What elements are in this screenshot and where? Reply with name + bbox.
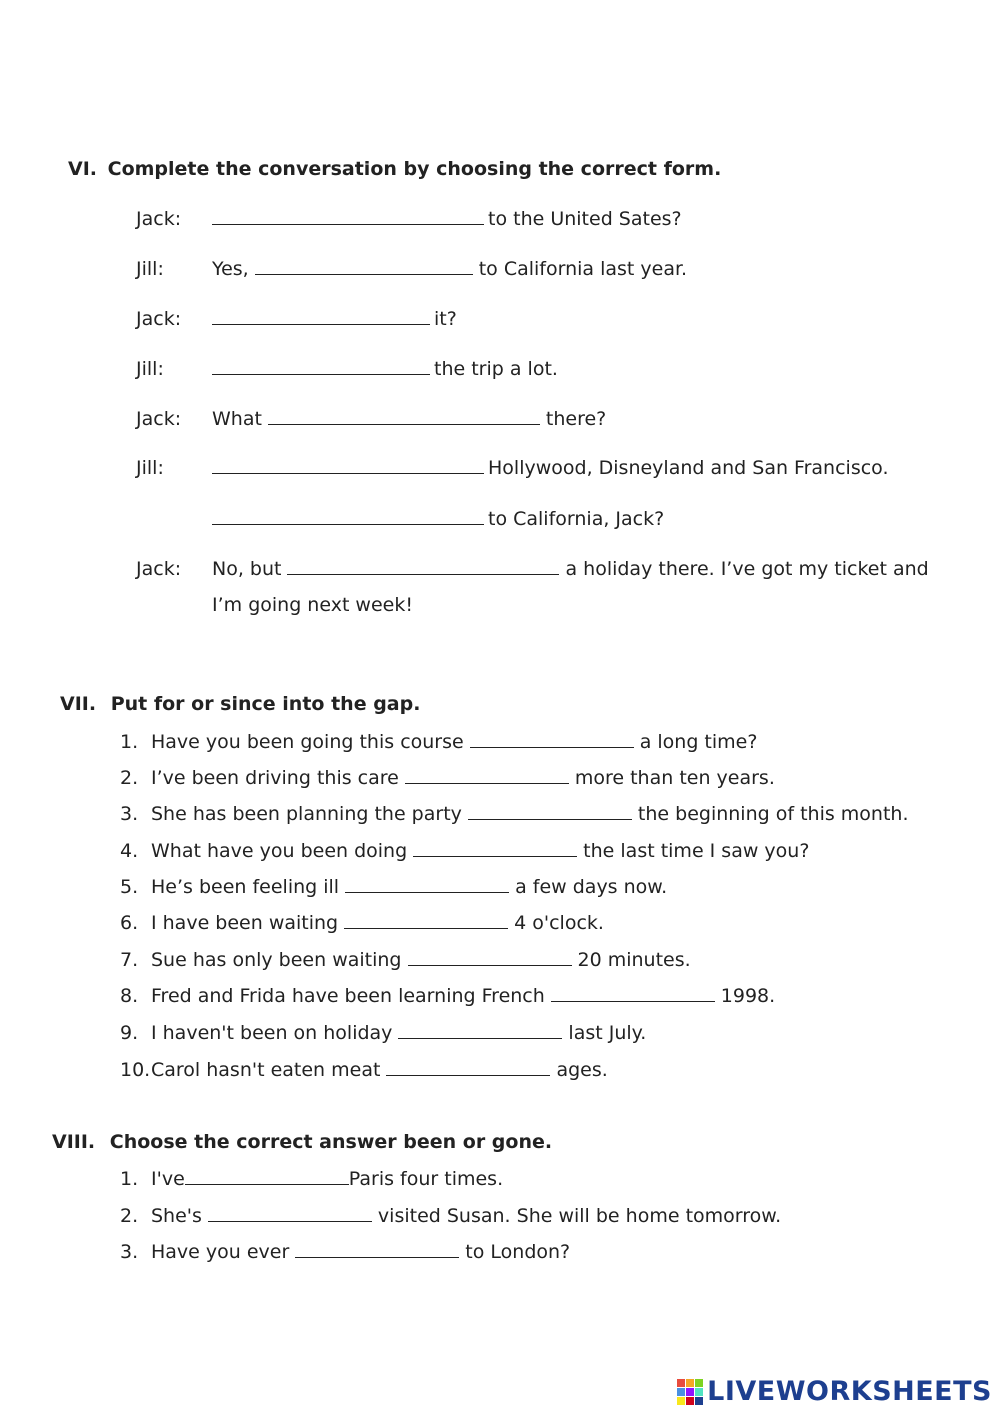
item-text: I haven't been on holiday	[151, 1022, 393, 1044]
item-number: 5.	[120, 876, 139, 898]
item-number: 3.	[120, 803, 139, 825]
section-7-heading	[60, 693, 420, 715]
item-text: Have you ever	[151, 1241, 290, 1263]
line-text: Yes,	[212, 258, 249, 280]
speaker-label: Jill:	[136, 358, 164, 380]
conversation-line	[212, 457, 889, 479]
item-number: 4.	[120, 840, 139, 862]
answer-blank[interactable]	[405, 767, 569, 784]
item-text: I have been waiting	[151, 912, 339, 934]
list-item	[151, 731, 757, 753]
item-number: 3.	[120, 1241, 139, 1263]
item-text: Have you been going this course	[151, 731, 464, 753]
item-text: 20 minutes.	[577, 949, 691, 971]
answer-blank[interactable]	[212, 208, 484, 225]
list-item	[151, 1022, 646, 1044]
conversation-line	[212, 258, 687, 280]
item-text: He’s been feeling ill	[151, 876, 340, 898]
answer-blank[interactable]	[212, 457, 484, 474]
item-number: 8.	[120, 985, 139, 1007]
line-text: to the United Sates?	[488, 208, 682, 230]
liveworksheets-logo[interactable]	[677, 1376, 992, 1407]
section-8-number: VIII.	[52, 1131, 96, 1153]
conversation-line	[212, 408, 606, 430]
answer-blank[interactable]	[344, 912, 508, 929]
line-text: a holiday there. I’ve got my ticket and	[565, 558, 929, 580]
list-item	[151, 1241, 570, 1263]
list-item	[151, 767, 775, 789]
answer-blank[interactable]	[468, 803, 632, 820]
answer-blank[interactable]	[345, 876, 509, 893]
item-text: What have you been doing	[151, 840, 408, 862]
line-text: there?	[545, 408, 607, 430]
line-text: it?	[434, 308, 457, 330]
list-item	[151, 803, 909, 825]
section-8-heading	[52, 1131, 552, 1153]
item-text: Sue has only been waiting	[151, 949, 402, 971]
answer-blank[interactable]	[208, 1205, 372, 1222]
item-text: more than ten years.	[574, 767, 775, 789]
item-number: 10.	[120, 1059, 151, 1081]
item-text: ages.	[556, 1059, 608, 1081]
item-number: 2.	[120, 767, 139, 789]
section-6-number: VI.	[68, 158, 97, 180]
section-6-heading	[68, 158, 721, 180]
conversation-line	[212, 358, 558, 380]
line-text: What	[212, 408, 262, 430]
item-text: last July.	[568, 1022, 647, 1044]
item-text: 4 o'clock.	[514, 912, 604, 934]
answer-blank[interactable]	[185, 1168, 349, 1185]
line-text: Hollywood, Disneyland and San Francisco.	[488, 457, 889, 479]
section-7-number: VII.	[60, 693, 97, 715]
answer-blank[interactable]	[413, 840, 577, 857]
answer-blank[interactable]	[551, 985, 715, 1002]
answer-blank[interactable]	[287, 558, 559, 575]
speaker-label: Jack:	[136, 408, 182, 430]
item-text: a long time?	[639, 731, 758, 753]
speaker-label: Jill:	[136, 258, 164, 280]
answer-blank[interactable]	[295, 1241, 459, 1258]
list-item	[151, 1205, 781, 1227]
list-item	[151, 912, 604, 934]
item-number: 9.	[120, 1022, 139, 1044]
item-number: 6.	[120, 912, 139, 934]
item-text: Fred and Frida have been learning French	[151, 985, 545, 1007]
section-7-title: Put for or since into the gap.	[110, 693, 421, 715]
conversation-line	[212, 308, 457, 330]
answer-blank[interactable]	[268, 408, 540, 425]
answer-blank[interactable]	[255, 258, 473, 275]
item-text: Paris four times.	[348, 1168, 504, 1190]
item-text: Carol hasn't eaten meat	[151, 1059, 381, 1081]
answer-blank[interactable]	[386, 1059, 550, 1076]
speaker-label: Jack:	[136, 558, 182, 580]
line-text: the trip a lot.	[434, 358, 558, 380]
section-8-title: Choose the correct answer been or gone.	[109, 1131, 553, 1153]
section-6-title: Complete the conversation by choosing the correct form.	[107, 158, 722, 180]
list-item	[151, 876, 667, 898]
answer-blank[interactable]	[408, 949, 572, 966]
list-item	[151, 985, 775, 1007]
speaker-label: Jack:	[136, 308, 182, 330]
item-text: I’ve been driving this care	[151, 767, 399, 789]
answer-blank[interactable]	[212, 508, 484, 525]
item-number: 7.	[120, 949, 139, 971]
list-item	[151, 949, 691, 971]
item-text: I've	[151, 1168, 185, 1190]
conversation-line	[212, 208, 682, 230]
item-text: to London?	[465, 1241, 571, 1263]
liveworksheets-logo-icon	[677, 1379, 703, 1405]
conversation-line	[212, 558, 929, 580]
item-text: a few days now.	[515, 876, 668, 898]
item-number: 1.	[120, 731, 139, 753]
speaker-label: Jill:	[136, 457, 164, 479]
list-item	[151, 840, 809, 862]
answer-blank[interactable]	[212, 358, 430, 375]
item-number: 1.	[120, 1168, 139, 1190]
answer-blank[interactable]	[212, 308, 430, 325]
conversation-continuation: I’m going next week!	[212, 594, 413, 616]
item-text: She's	[151, 1205, 202, 1227]
list-item	[151, 1059, 608, 1081]
item-text: the last time I saw you?	[583, 840, 810, 862]
item-text: visited Susan. She will be home tomorrow.	[377, 1205, 782, 1227]
logo-text: LIVEWORKSHEETS	[707, 1376, 992, 1407]
line-text: to California, Jack?	[488, 508, 665, 530]
line-text: to California last year.	[478, 258, 688, 280]
line-text: No, but	[212, 558, 282, 580]
speaker-label: Jack:	[136, 208, 182, 230]
item-text: She has been planning the party	[151, 803, 462, 825]
answer-blank[interactable]	[398, 1022, 562, 1039]
conversation-line	[212, 508, 664, 530]
list-item	[151, 1168, 503, 1190]
item-text: the beginning of this month.	[637, 803, 909, 825]
item-text: 1998.	[720, 985, 776, 1007]
item-number: 2.	[120, 1205, 139, 1227]
answer-blank[interactable]	[470, 731, 634, 748]
